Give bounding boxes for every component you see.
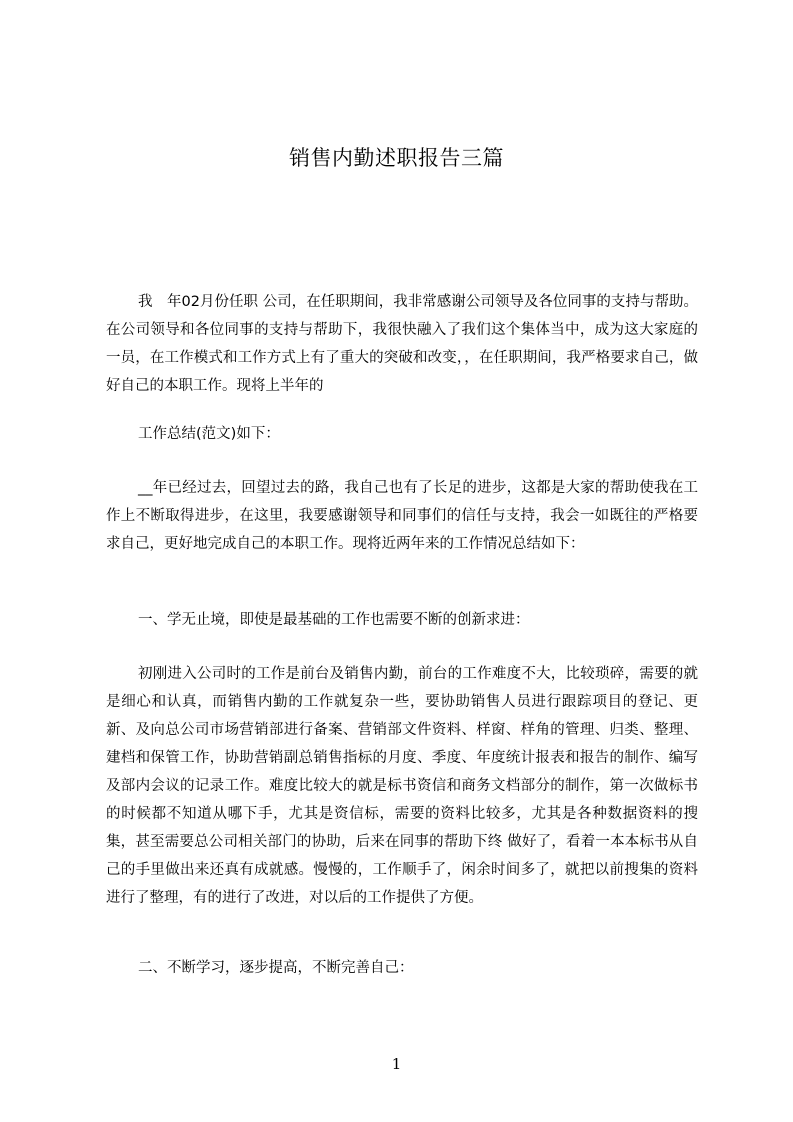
section-heading-1: 一、学无止境，即使是最基础的工作也需要不断的创新求进： (138, 612, 530, 628)
document-title: 销售内勤述职报告三篇 (289, 146, 504, 170)
section-heading-2: 二、不断学习，逐步提高，不断完善自己： (138, 960, 414, 976)
paragraph-summary-heading: 工作总结(范文)如下： (138, 426, 280, 442)
paragraph-intro: 我 年02月份任职 公司，在任职期间，我非常感谢公司领导及各位同事的支持与帮助。在公司领导和各位同事的支持与帮助下，我很快融入了我们这个集体当中，成为这大家庭的一员，在工作模式和工作方式上有了重大的突破和改变，，在任职期间，我严格要求自己，做好自己的本职工作。现将上半年的 (106, 294, 698, 394)
page-number: 1 (391, 1055, 402, 1073)
paragraph-work-details: 初刚进入公司时的工作是前台及销售内勤，前台的工作难度不大，比较琐碎，需要的就是细心和认真，而销售内勤的工作就复杂一些，要协助销售人员进行跟踪项目的登记、更新、及向总公司市场营销部进行备案、营销部文件资料、样窗、样角的管理、归类、整理、建档和保管工作，协助营销副总销售指标的月度、季度、年度统计报表和报告的制作、编写及部内会议的记录工作。难度比较大的就是标书资信和商务文档部分的制作，第一次做标书的时候都不知道从哪下手，尤其是资信标，需要的资料比较多，尤其是各种数据资料的搜集，甚至需要总公司相关部门的协助，后来在同事的帮助下终 做好了，看着一本本标书从自己的手里做出来还真有成就感。慢慢的，工作顺手了，闲余时间多了，就把以前搜集的资料进行了整理，有的进行了改进，对以后的工作提供了方便。 (106, 666, 698, 906)
paragraph-review: __年已经过去，回望过去的路，我自己也有了长足的进步，这都是大家的帮助使我在工作上不断取得进步，在这里，我要感谢领导和同事们的信任与支持，我会一如既往的严格要求自己，更好地完成自己的本职工作。现将近两年来的工作情况总结如下： (106, 480, 698, 552)
